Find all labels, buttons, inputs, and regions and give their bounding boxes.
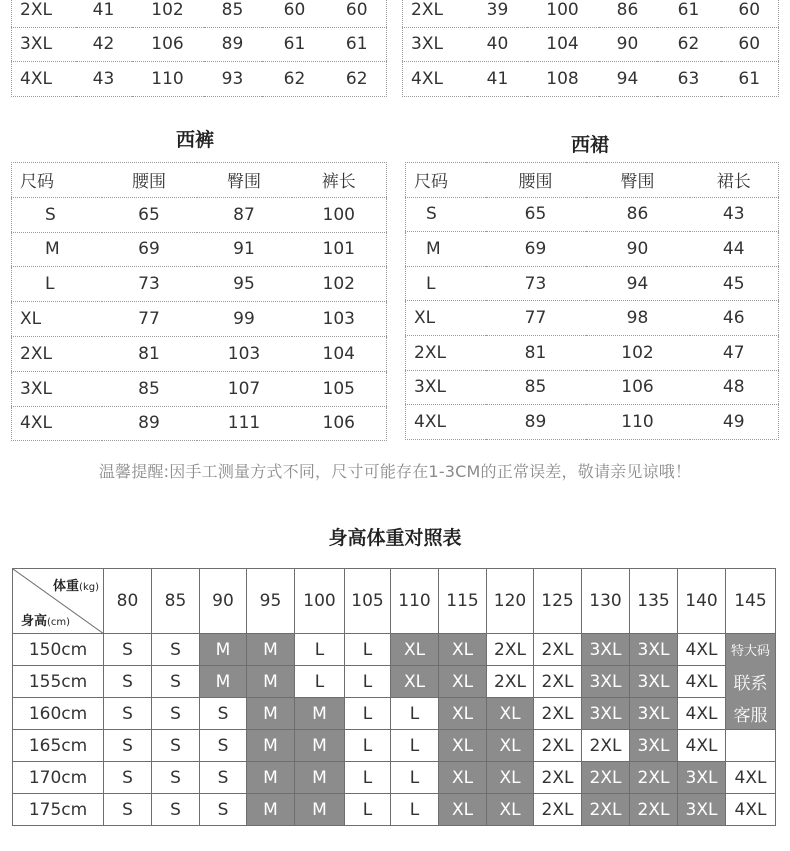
table-row [12, 0, 387, 27]
value-cell: 98 [586, 301, 690, 336]
value-cell: 104 [292, 336, 387, 371]
size-cell: S [152, 794, 200, 826]
value-cell: 46 [690, 301, 779, 336]
value-cell: 86 [599, 0, 657, 27]
size-cell: 4XL [414, 411, 446, 432]
table-row [13, 762, 776, 794]
weight-header-cell: 120 [487, 569, 534, 634]
value-cell: 65 [102, 197, 197, 232]
value-cell: 61 [328, 27, 387, 62]
weight-header-cell: 90 [200, 569, 247, 634]
weight-header-cell: 95 [247, 569, 295, 634]
value-cell: 49 [722, 411, 745, 432]
weight-header-cell: 100 [295, 569, 345, 634]
value-cell: 89 [138, 413, 160, 434]
header-cell: 尺码 [12, 163, 102, 198]
value-cell: 85 [486, 370, 586, 405]
size-cell: L [391, 794, 439, 826]
table-row [403, 27, 779, 62]
size-cell: XL [439, 666, 487, 698]
value-cell: 60 [721, 0, 779, 27]
size-cell: S [104, 762, 152, 794]
size-cell: L [345, 666, 391, 698]
size-cell: XL [391, 634, 439, 666]
size-cell: S [104, 730, 152, 762]
size-cell: 4XL [678, 730, 726, 762]
size-cell: XL [439, 794, 487, 826]
table-row [13, 666, 776, 698]
size-cell: XL [439, 698, 487, 730]
header-cell: 尺码 [406, 163, 486, 198]
size-cell: M [247, 634, 295, 666]
weight-header-cell: 145 [726, 569, 776, 634]
value-cell: 69 [102, 232, 197, 267]
height-cell: 170cm [13, 762, 104, 794]
value-cell: 106 [586, 370, 690, 405]
value-cell: 62 [283, 68, 306, 89]
value-cell: 110 [621, 411, 654, 432]
value-cell: 41 [486, 68, 509, 89]
special-size-cell [726, 730, 776, 762]
size-cell: S [152, 730, 200, 762]
size-cell: XL [487, 730, 534, 762]
size-cell: M [247, 666, 295, 698]
height-cell: 165cm [13, 730, 104, 762]
table-row [12, 197, 387, 232]
header-row [12, 163, 387, 198]
size-cell: M [12, 232, 102, 267]
value-cell: 77 [486, 301, 586, 336]
size-cell: 3XL [630, 634, 678, 666]
size-cell: S [200, 762, 247, 794]
value-cell: 89 [204, 27, 262, 62]
size-cell: XL [487, 794, 534, 826]
value-cell: 62 [345, 68, 368, 89]
table-row [406, 301, 779, 336]
value-cell: 102 [586, 335, 690, 370]
table-row [406, 370, 779, 405]
size-cell: 2XL [582, 730, 630, 762]
size-cell: 3XL [406, 370, 486, 405]
value-cell: 41 [76, 0, 132, 27]
size-cell: M [200, 634, 247, 666]
size-cell: 3XL [678, 762, 726, 794]
size-cell: XL [439, 762, 487, 794]
value-cell: 99 [197, 302, 292, 337]
size-cell: 3XL [678, 794, 726, 826]
height-cell: 155cm [13, 666, 104, 698]
value-cell: 110 [151, 68, 184, 89]
special-size-cell: 4XL [726, 762, 776, 794]
size-cell: 2XL [582, 762, 630, 794]
header-cell: 臀围 [586, 163, 690, 198]
value-cell: 89 [524, 411, 547, 432]
value-cell: 85 [102, 371, 197, 406]
value-cell: 44 [690, 232, 779, 267]
header-cell: 臀围 [197, 163, 292, 198]
size-cell: XL [406, 301, 486, 336]
size-cell: XL [487, 698, 534, 730]
value-cell: 65 [486, 197, 586, 232]
table-row [13, 794, 776, 826]
size-cell: S [12, 197, 102, 232]
size-cell: 2XL [582, 794, 630, 826]
value-cell: 61 [262, 27, 328, 62]
value-cell: 61 [657, 0, 721, 27]
value-cell: 81 [102, 336, 197, 371]
size-cell: 2XL [12, 0, 76, 27]
size-cell: M [295, 762, 345, 794]
size-cell: L [345, 730, 391, 762]
table-row [406, 335, 779, 370]
size-cell: 2XL [487, 634, 534, 666]
table-row [12, 232, 387, 267]
size-cell: M [247, 794, 295, 826]
size-cell: M [406, 232, 486, 267]
size-cell: S [104, 698, 152, 730]
value-cell: 103 [292, 302, 387, 337]
special-size-cell: 联系 [726, 666, 776, 698]
size-cell: L [391, 730, 439, 762]
weight-header-cell: 105 [345, 569, 391, 634]
special-size-cell: 特大码 [726, 634, 776, 666]
value-cell: 87 [197, 197, 292, 232]
value-cell: 62 [657, 27, 721, 62]
size-cell: XL [391, 666, 439, 698]
table-row [13, 634, 776, 666]
corner-height-label: 身高 [21, 614, 48, 629]
size-cell: 2XL [534, 634, 582, 666]
height-cell: 160cm [13, 698, 104, 730]
value-cell: 86 [586, 197, 690, 232]
value-cell: 106 [132, 27, 204, 62]
height-cell: 175cm [13, 794, 104, 826]
size-cell: 2XL [630, 762, 678, 794]
table-row [13, 698, 776, 730]
size-cell: 3XL [630, 730, 678, 762]
size-cell: S [152, 762, 200, 794]
value-cell: 90 [599, 27, 657, 62]
size-cell: XL [439, 634, 487, 666]
size-cell: 4XL [411, 68, 443, 89]
value-cell: 73 [102, 267, 197, 302]
value-cell: 108 [546, 68, 579, 89]
size-cell: 2XL [12, 336, 102, 371]
table-row [12, 336, 387, 371]
table-row [13, 730, 776, 762]
value-cell: 81 [486, 335, 586, 370]
size-cell: 3XL [12, 371, 102, 406]
value-cell: 107 [197, 371, 292, 406]
pants-size-table [11, 162, 387, 441]
special-size-cell: 客服 [726, 698, 776, 730]
value-cell: 60 [721, 27, 779, 62]
size-cell: M [247, 762, 295, 794]
size-cell: 2XL [403, 0, 469, 27]
weight-header-cell: 85 [152, 569, 200, 634]
value-cell: 61 [738, 68, 761, 89]
table-row [12, 267, 387, 302]
size-cell: S [200, 730, 247, 762]
value-cell: 43 [92, 68, 115, 89]
value-cell: 40 [469, 27, 527, 62]
table-row [403, 0, 779, 27]
table-row [406, 232, 779, 267]
size-cell: M [295, 730, 345, 762]
size-cell: S [406, 197, 486, 232]
value-cell: 105 [292, 371, 387, 406]
value-cell: 85 [204, 0, 262, 27]
size-cell: S [152, 666, 200, 698]
size-cell: S [104, 634, 152, 666]
size-cell: M [247, 730, 295, 762]
value-cell: 60 [262, 0, 328, 27]
size-cell: L [345, 634, 391, 666]
value-cell: 100 [292, 197, 387, 232]
size-cell: S [152, 634, 200, 666]
corner-height-unit: (cm) [47, 617, 71, 628]
header-cell: 腰围 [102, 163, 197, 198]
skirt-title: 西裙 [570, 134, 609, 156]
size-cell: 3XL [582, 666, 630, 698]
size-cell: M [295, 794, 345, 826]
size-cell: 3XL [582, 698, 630, 730]
size-cell: S [152, 698, 200, 730]
size-cell: 2XL [534, 730, 582, 762]
header-cell: 裤长 [292, 163, 387, 198]
value-cell: 95 [197, 267, 292, 302]
value-cell: 93 [221, 68, 244, 89]
value-cell: 39 [469, 0, 527, 27]
measurement-note: 温馨提醒:因手工测量方式不同，尺寸可能存在1-3CM的正常误差，敬请亲见谅哦！ [98, 462, 692, 481]
size-cell: 3XL [630, 666, 678, 698]
value-cell: 60 [328, 0, 387, 27]
size-cell: M [295, 698, 345, 730]
weight-header-cell: 130 [582, 569, 630, 634]
weight-header-cell: 125 [534, 569, 582, 634]
table-row [12, 406, 387, 441]
value-cell: 102 [132, 0, 204, 27]
value-cell: 69 [486, 232, 586, 267]
value-cell: 48 [690, 370, 779, 405]
table-row [12, 302, 387, 337]
value-cell: 111 [227, 413, 261, 434]
header-cell: 裙长 [690, 163, 779, 198]
weight-header-cell: 115 [439, 569, 487, 634]
size-cell: S [104, 794, 152, 826]
size-cell: S [104, 666, 152, 698]
size-cell: 2XL [487, 666, 534, 698]
size-cell: 4XL [678, 666, 726, 698]
size-cell: L [345, 698, 391, 730]
value-cell: 94 [616, 68, 639, 89]
size-cell: M [247, 698, 295, 730]
size-cell: 3XL [12, 27, 76, 62]
size-cell: 2XL [534, 666, 582, 698]
height-weight-table [12, 568, 776, 826]
top-right-size-table [402, 0, 779, 97]
value-cell: 104 [527, 27, 599, 62]
table-row [406, 197, 779, 232]
size-cell: S [200, 794, 247, 826]
weight-header-cell: 135 [630, 569, 678, 634]
size-cell: XL [439, 730, 487, 762]
value-cell: 94 [586, 266, 690, 301]
value-cell: 91 [197, 232, 292, 267]
height-weight-title: 身高体重对照表 [328, 527, 462, 549]
value-cell: 73 [486, 266, 586, 301]
corner-header-cell [13, 569, 104, 634]
size-cell: 3XL [582, 634, 630, 666]
weight-header-cell: 140 [678, 569, 726, 634]
table-row [406, 405, 779, 440]
value-cell: 63 [677, 68, 700, 89]
size-cell: L [295, 634, 345, 666]
value-cell: 106 [322, 413, 355, 434]
special-size-cell: 4XL [726, 794, 776, 826]
weight-header-cell: 110 [391, 569, 439, 634]
size-cell: L [391, 762, 439, 794]
value-cell: 43 [690, 197, 779, 232]
table-row [403, 62, 779, 97]
size-cell: M [200, 666, 247, 698]
size-cell: 3XL [403, 27, 469, 62]
size-cell: 2XL [406, 335, 486, 370]
value-cell: 100 [527, 0, 599, 27]
size-cell: 4XL [678, 698, 726, 730]
table-row [12, 62, 387, 97]
value-cell: 101 [292, 232, 387, 267]
value-cell: 90 [586, 232, 690, 267]
size-cell: 2XL [534, 762, 582, 794]
size-cell: L [345, 794, 391, 826]
size-cell: L [391, 698, 439, 730]
value-cell: 45 [690, 266, 779, 301]
size-cell: L [345, 762, 391, 794]
size-cell: 4XL [20, 413, 52, 434]
corner-weight-label: 体重 [53, 579, 80, 594]
header-cell: 腰围 [486, 163, 586, 198]
table-row [12, 371, 387, 406]
size-cell: 2XL [534, 698, 582, 730]
value-cell: 103 [197, 336, 292, 371]
size-cell: 2XL [630, 794, 678, 826]
size-cell: XL [12, 302, 102, 337]
size-cell: S [200, 698, 247, 730]
skirt-size-table [405, 162, 779, 440]
table-row [406, 266, 779, 301]
size-cell: L [406, 266, 486, 301]
size-cell: L [12, 267, 102, 302]
value-cell: 47 [690, 335, 779, 370]
size-cell: 4XL [678, 634, 726, 666]
size-cell: L [295, 666, 345, 698]
value-cell: 77 [102, 302, 197, 337]
table-row [12, 27, 387, 62]
corner-weight-unit: (kg) [79, 582, 99, 593]
value-cell: 102 [292, 267, 387, 302]
weight-header-cell: 80 [104, 569, 152, 634]
pants-title: 西裤 [175, 129, 214, 151]
size-cell: XL [487, 762, 534, 794]
size-cell: 3XL [630, 698, 678, 730]
header-row [406, 163, 779, 198]
top-left-size-table [11, 0, 387, 97]
value-cell: 42 [76, 27, 132, 62]
size-cell: 4XL [20, 68, 52, 89]
size-cell: 2XL [534, 794, 582, 826]
height-cell: 150cm [13, 634, 104, 666]
